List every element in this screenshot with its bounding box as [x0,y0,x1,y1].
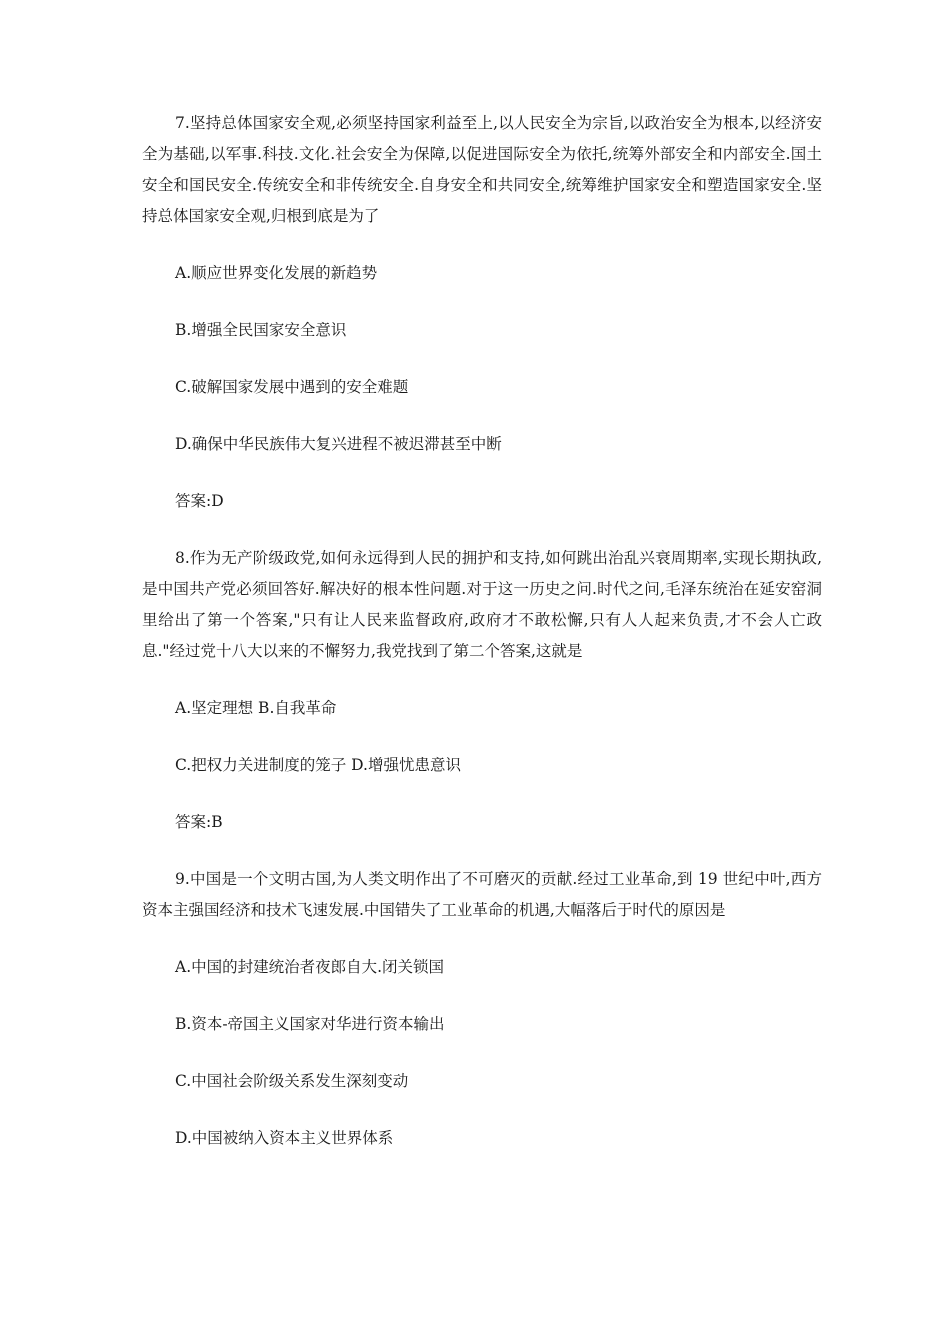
answer: 答案:D [175,492,224,510]
question-8 [142,543,822,838]
option-b: B.资本-帝国主义国家对华进行资本输出 [175,1015,445,1033]
option-d: D.确保中华民族伟大复兴进程不被迟滞甚至中断 [175,435,502,453]
question-7 [142,108,822,517]
question-9 [142,864,822,1154]
option-a: A.顺应世界变化发展的新趋势 [175,264,378,282]
document-page [142,108,822,1180]
option-c: C.中国社会阶级关系发生深刻变动 [175,1072,409,1090]
option-c: C.破解国家发展中遇到的安全难题 [175,378,409,396]
option-a-b: A.坚定理想 B.自我革命 [175,699,337,717]
option-a: A.中国的封建统治者夜郎自大.闭关锁国 [175,958,445,976]
answer: 答案:B [175,813,223,831]
question-stem: 9.中国是一个文明古国,为人类文明作出了不可磨灭的贡献.经过工业革命,到 19 世纪中叶,西方资本主强国经济和技术飞速发展.中国错失了工业革命的机遇,大幅落后于时代的原因是 [142,870,822,919]
option-d: D.中国被纳入资本主义世界体系 [175,1129,394,1147]
option-b: B.增强全民国家安全意识 [175,321,347,339]
question-stem: 8.作为无产阶级政党,如何永远得到人民的拥护和支持,如何跳出治乱兴衰周期率,实现长期执政,是中国共产党必须回答好.解决好的根本性问题.对于这一历史之问.时代之问,毛泽东统治在延安窑洞里给出了第一个答案,"只有让人民来监督政府,政府才不敢松懈,只有人人起来负责,才不会人亡政息."经过党十八大以来的不懈努力,我党找到了第二个答案,这就是 [142,549,822,660]
question-stem: 7.坚持总体国家安全观,必须坚持国家利益至上,以人民安全为宗旨,以政治安全为根本,以经济安全为基础,以军事.科技.文化.社会安全为保障,以促进国际安全为依托,统筹外部安全和内部安全.国土安全和国民安全.传统安全和非传统安全.自身安全和共同安全,统筹维护国家安全和塑造国家安全.坚持总体国家安全观,归根到底是为了 [142,114,822,225]
option-c-d: C.把权力关进制度的笼子 D.增强忧患意识 [175,756,461,774]
